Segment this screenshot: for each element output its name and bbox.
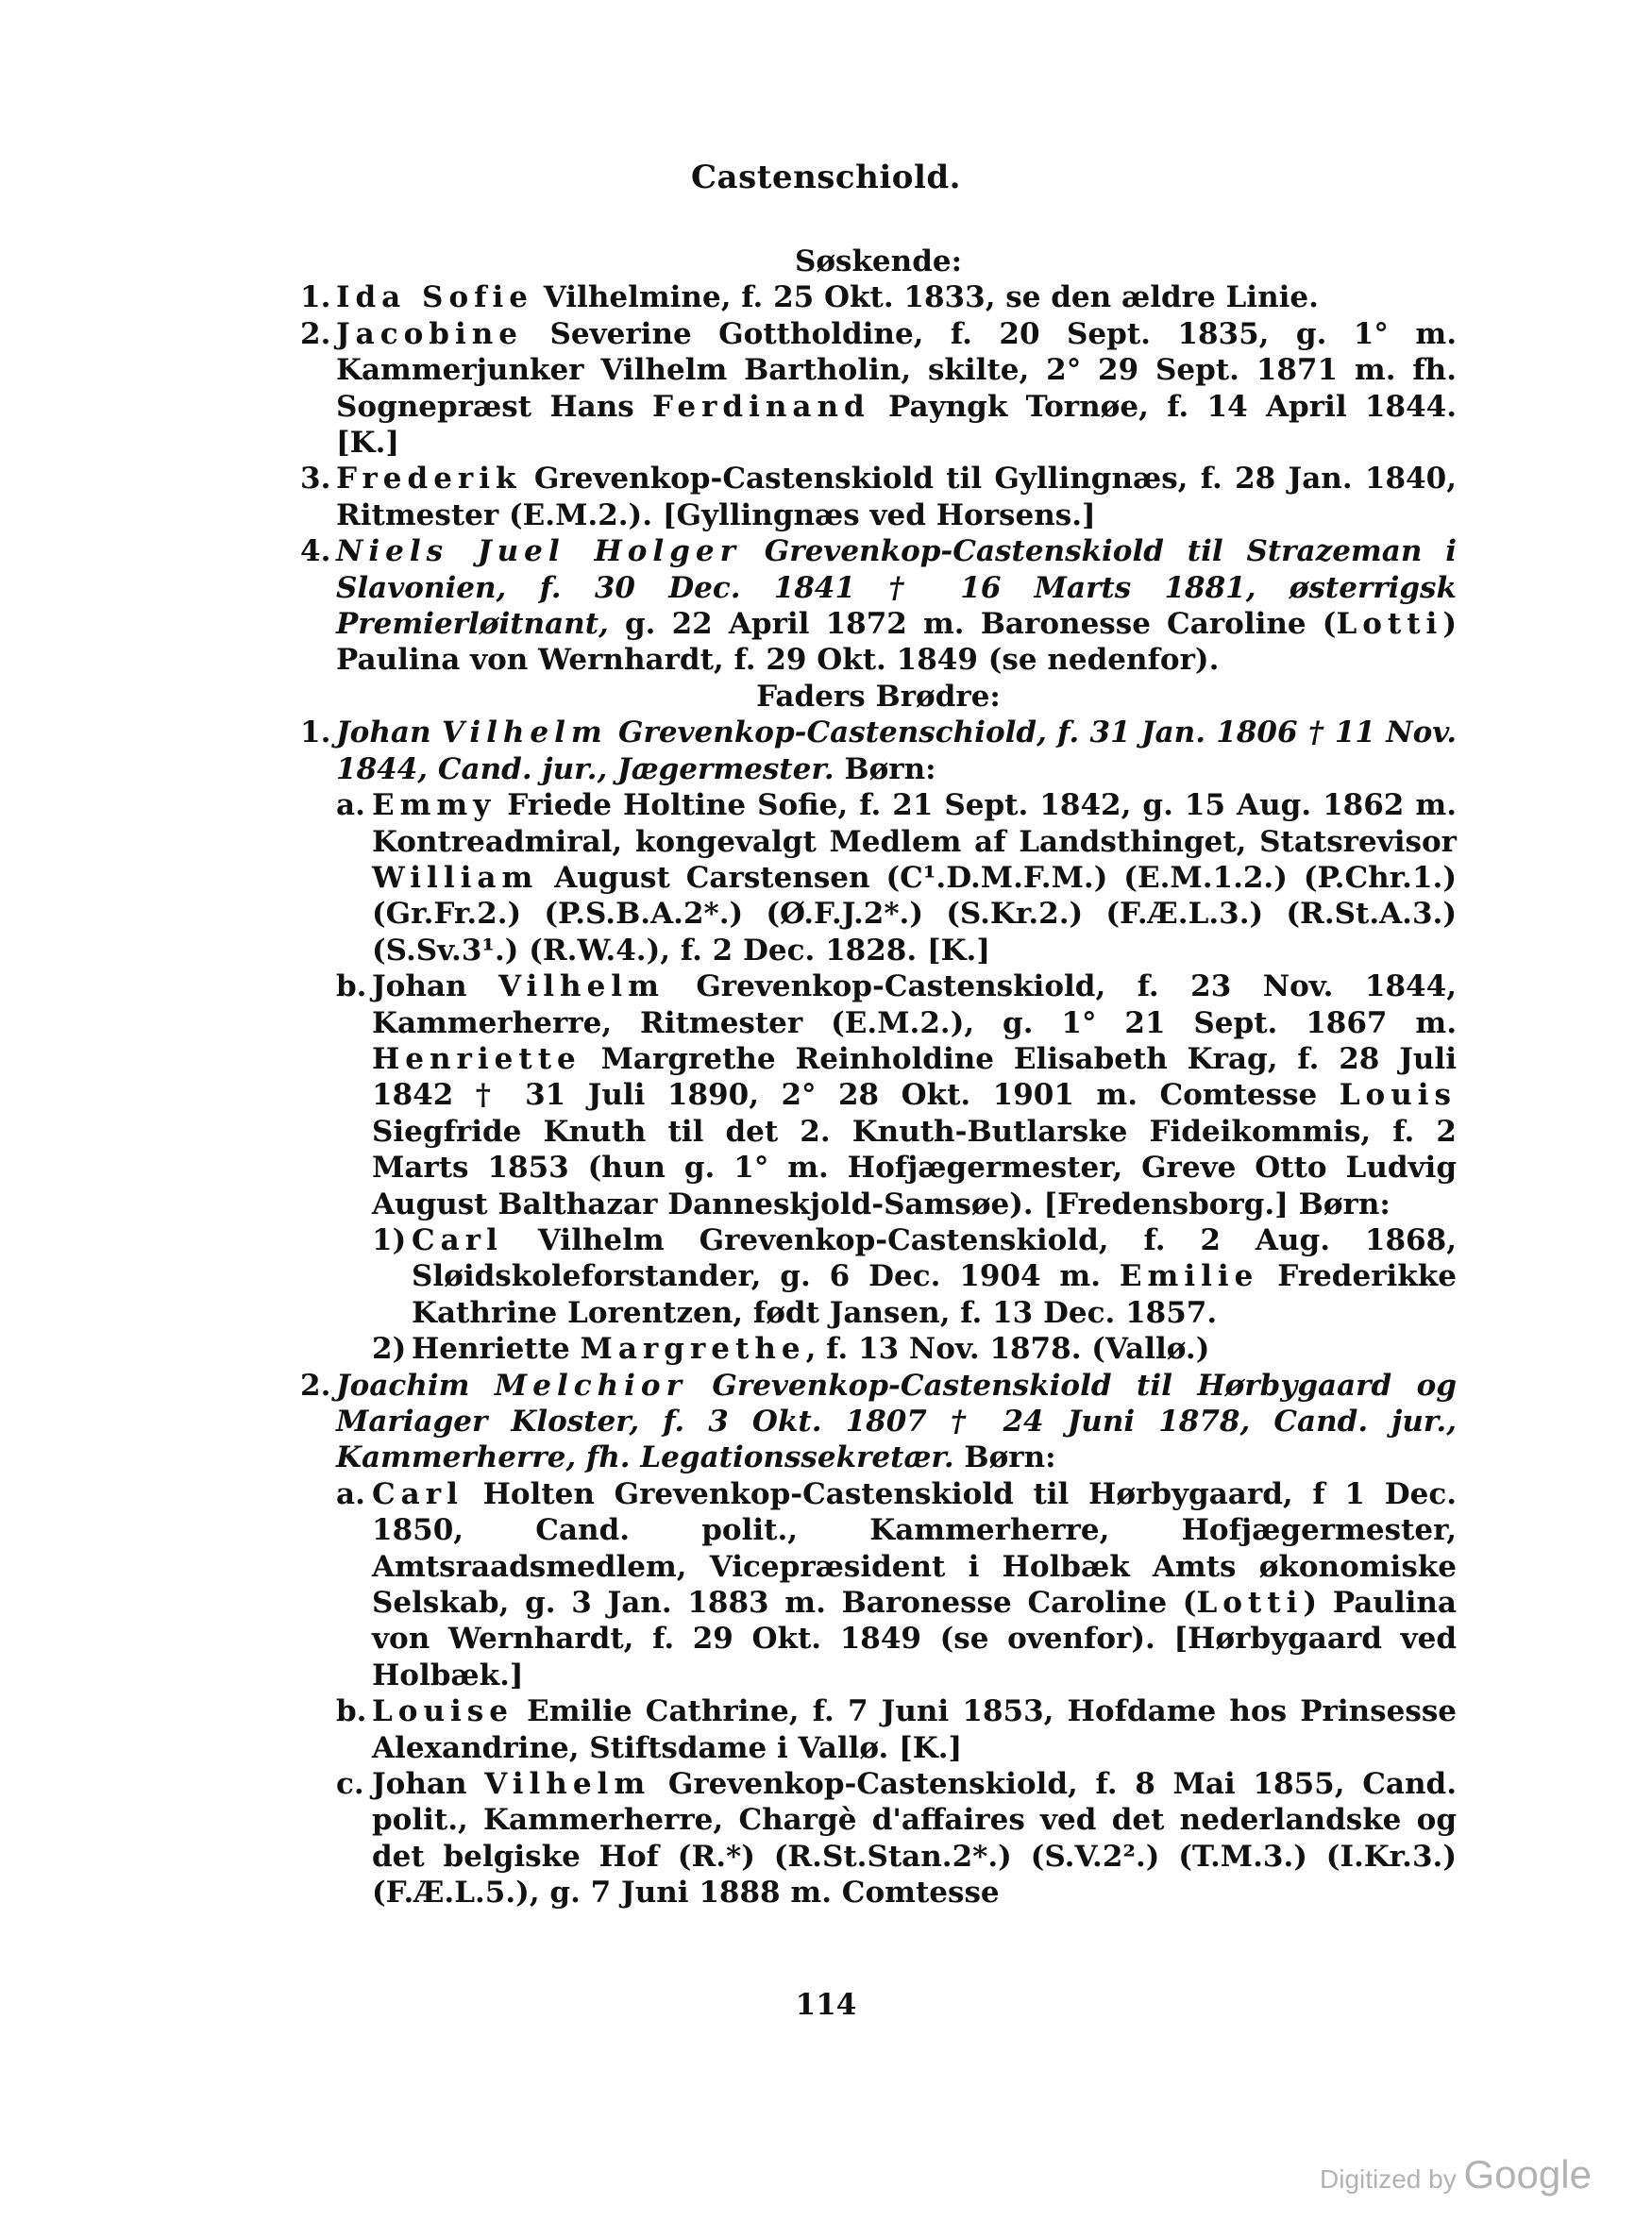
entry-text: Johan <box>372 1767 485 1802</box>
entry-number: 4. <box>300 534 331 569</box>
page-title: Castenschiold. <box>691 159 961 196</box>
spaced-name: Jacobine <box>336 316 524 351</box>
text-column <box>300 244 1457 1911</box>
sibling-entry <box>300 461 1457 533</box>
siblings-heading: Søskende: <box>794 244 963 278</box>
entry-number: 2. <box>300 1368 331 1403</box>
uncle-entry <box>300 1368 1457 1476</box>
entry-text: Payngk Tornøe, f. 14 April 1844. [K.] <box>336 389 1458 461</box>
spaced-name: Lotti <box>1196 1586 1304 1621</box>
entry-text: Vilhelmine, f. 25 Okt. 1833, se den ældre Linie. <box>532 280 1319 315</box>
entry-text: Grevenkop-Castenskiold, f. 8 Mai 1855, Cand. polit., Kammerherre, Chargè d'affaires ved det nederlandske og det belgiske Hof (R.*) (R.St.Stan.2*.) (S.V.2².) (T.M.3.) (I.Kr.3.) (F.Æ.L.5.), g. 7 Juni 1888 m. Comtesse <box>372 1767 1457 1911</box>
italic-text: Johan <box>336 715 442 750</box>
digitized-watermark <box>1320 2152 1592 2197</box>
sibling-entry <box>300 533 1457 679</box>
spaced-name: Carl <box>372 1476 464 1511</box>
entry-text: g. 22 April 1872 m. Baronesse Caroline ( <box>608 607 1337 642</box>
entry-number: 2) <box>372 1332 407 1367</box>
entry-number: a. <box>336 788 365 823</box>
italic-text: Grevenkop-Castenskiold til Strazeman i Slavonien, f. 30 Dec. 1841 † 16 Marts 1881, østerrigsk Premierløitnant, <box>336 534 1457 642</box>
child-entry <box>300 787 1457 968</box>
entry-text: Emilie Cathrine, f. 7 Juni 1853, Hofdame hos Prinsesse Alexandrine, Stiftsdame i Vallø. [K.] <box>372 1694 1457 1765</box>
child-entry <box>300 1476 1457 1693</box>
entry-text: ) Paulina von Wernhardt, f. 29 Okt. 1849 (se ovenfor). [Hørbygaard ved Holbæk.] <box>372 1586 1457 1692</box>
spaced-name: Melchior <box>494 1368 687 1403</box>
italic-text: Joachim <box>336 1368 495 1403</box>
entry-text: Severine Gottholdine, f. 20 Sept. 1835, g. 1° m. Kammerjunker Vilhelm Bartholin, skilte, 2° 29 Sept. 1871 m. fh. Sognepræst Hans <box>336 316 1457 424</box>
spaced-name: Emilie <box>1119 1259 1259 1294</box>
entry-text: , f. 13 Nov. 1878. (Vallø.) <box>805 1332 1210 1367</box>
spaced-name: Vilhelm <box>497 969 665 1004</box>
entry-number: 1) <box>372 1222 407 1257</box>
watermark-prefix: Digitized by <box>1320 2164 1464 2194</box>
spaced-name: Carl <box>412 1222 503 1257</box>
child-entry <box>300 1766 1457 1911</box>
spaced-name: Vilhelm <box>441 715 608 750</box>
brothers-heading: Faders Brødre: <box>756 679 1001 714</box>
entry-text: Børn: <box>834 751 936 786</box>
child-entry <box>300 1693 1457 1766</box>
entry-text: August Carstensen (C¹.D.M.F.M.) (E.M.1.2.) (P.Chr.1.) (Gr.Fr.2.) (P.S.B.A.2*.) (Ø.F.J.2*.) (S.Kr.2.) (F.Æ.L.3.) (R.St.A.3.) (S.Sv.3¹.) (R.W.4.), f. 2 Dec. 1828. [K.] <box>372 860 1457 968</box>
spaced-name: Ferdinand <box>652 389 870 424</box>
italic-text: Grevenkop-Castenschiold, f. 31 Jan. 1806 † 11 Nov. 1844, Cand. jur., Jægermester. <box>336 715 1457 786</box>
sibling-entry <box>300 316 1457 462</box>
entry-number: 3. <box>300 462 331 497</box>
spaced-name: Louise <box>372 1694 514 1729</box>
page-number: 114 <box>795 1988 857 2022</box>
entry-number: c. <box>336 1767 364 1802</box>
spaced-name: Vilhelm <box>484 1767 651 1802</box>
entry-text: Johan <box>372 969 498 1004</box>
spaced-name: Frederik <box>336 462 522 497</box>
spaced-name: Margrethe <box>580 1332 806 1367</box>
watermark-brand: Google <box>1463 2152 1592 2197</box>
entry-text: Grevenkop-Castenskiold, f. 23 Nov. 1844, Kammerherre, Ritmester (E.M.2.), g. 1° 21 Sept. 1867 m. <box>372 969 1457 1040</box>
entry-number: b. <box>336 969 367 1004</box>
spaced-name: William <box>372 860 539 895</box>
child-entry <box>300 968 1457 1222</box>
entry-number: 1. <box>300 280 331 315</box>
entry-number: 1. <box>300 715 331 750</box>
entry-number: a. <box>336 1476 365 1511</box>
spaced-name: Henriette <box>372 1041 582 1076</box>
entry-text: Holten Grevenkop-Castenskiold til Hørbygaard, f 1 Dec. 1850, Cand. polit., Kammerherre, Hofjægermester, Amtsraadsmedlem, Vicepræsident i Holbæk Amts økonomiske Selskab, g. 3 Jan. 1883 m. Baronesse Caroline ( <box>372 1476 1457 1621</box>
entry-text: Frederikke Kathrine Lorentzen, født Jansen, f. 13 Dec. 1857. <box>412 1259 1457 1330</box>
sibling-entry <box>300 279 1457 315</box>
grandchild-entry <box>300 1331 1457 1367</box>
uncle-entry <box>300 715 1457 787</box>
entry-text: Vilhelm Grevenkop-Castenskiold, f. 2 Aug. 1868, Sløidskoleforstander, g. 6 Dec. 1904 m. <box>412 1222 1457 1294</box>
entry-text: ) Paulina von Wernhardt, f. 29 Okt. 1849 (se nedenfor). <box>336 607 1457 678</box>
entry-text: Siegfride Knuth til det 2. Knuth-Butlarske Fideikommis, f. 2 Marts 1853 (hun g. 1° m. Hofjægermester, Greve Otto Ludvig August Balthazar Danneskjold-Samsøe). [Fredensborg.] Børn: <box>372 1114 1457 1221</box>
entry-text: Børn: <box>953 1440 1056 1475</box>
entry-text: Friede Holtine Sofie, f. 21 Sept. 1842, g. 15 Aug. 1862 m. Kontreadmiral, kongevalgt Medlem af Landsthinget, Statsrevisor <box>372 788 1457 859</box>
spaced-name: Niels Juel Holger <box>336 534 741 569</box>
entry-text: Henriette <box>412 1332 581 1367</box>
spaced-name: Emmy <box>372 788 497 823</box>
grandchild-entry <box>300 1222 1457 1331</box>
entry-number: 2. <box>300 316 331 351</box>
spaced-name: Ida Sofie <box>336 280 533 315</box>
spaced-name: Louis <box>1339 1078 1457 1113</box>
entry-text: Grevenkop-Castenskiold til Gyllingnæs, f. 28 Jan. 1840, Ritmester (E.M.2.). [Gyllingnæs ved Horsens.] <box>336 462 1457 532</box>
entry-text: Margrethe Reinholdine Elisabeth Krag, f. 28 Juli 1842 † 31 Juli 1890, 2° 28 Okt. 1901 m. Comtesse <box>372 1041 1457 1113</box>
spaced-name: Lotti <box>1336 607 1443 642</box>
italic-text: Grevenkop-Castenskiold til Hørbygaard og Mariager Kloster, f. 3 Okt. 1807 † 24 Juni 1878, Cand. jur., Kammerherre, fh. Legationssekretær. <box>336 1368 1458 1475</box>
entry-number: b. <box>336 1694 367 1729</box>
